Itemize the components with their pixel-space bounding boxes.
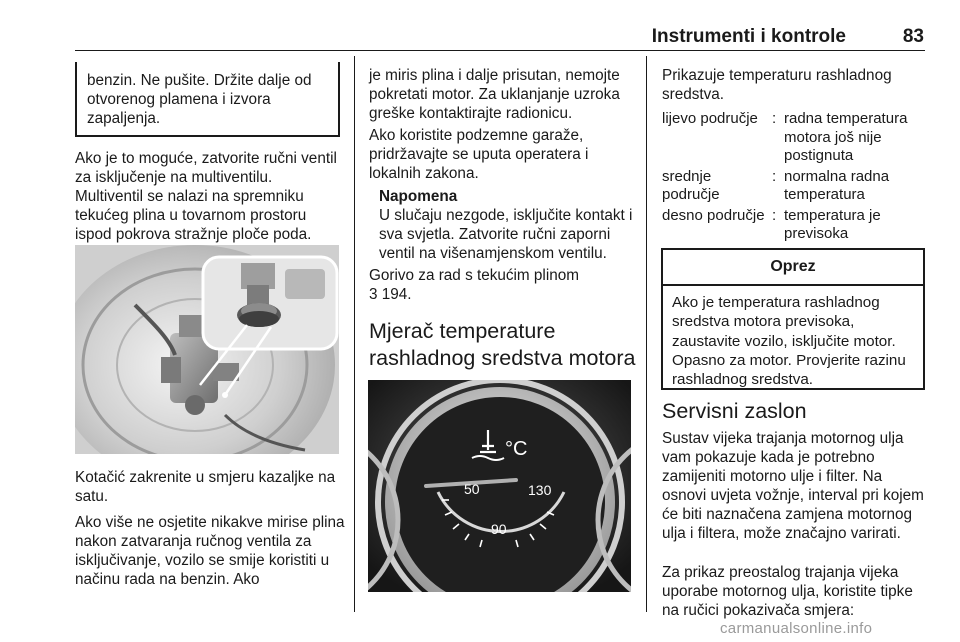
gauge-label-mid: 90 [491, 521, 507, 537]
multivalve-photo [75, 245, 339, 454]
col3-paragraph-1: Sustav vijeka trajanja motornog ulja vam pokazuje kada je potrebno zamijeniti motorno ulje i filter. Na osnovi uvjeta vožnje, interval pri kojem će biti naznačena zamjena motornog ulja i filtera, može značajno varirati. [662, 430, 924, 542]
table-row [662, 168, 927, 205]
caution-box [661, 248, 925, 390]
running-header-title: Instrumenti i kontrole [651, 26, 846, 47]
col1-paragraph-3: Ako više ne osjetite nikakve mirise plina nakon zatvaranja ručnog ventila za isključivanje, vozilo se smije koristiti u načinu rada na benzin. Ako [75, 514, 345, 588]
warning-box-text: benzin. Ne pušite. Držite dalje od otvorenog plamena i izvora zapaljenja. [87, 72, 312, 127]
table-key: lijevo područje [662, 110, 758, 127]
watermark: carmanualsonline.info [720, 620, 873, 637]
col2-paragraph-1: je miris plina i dalje prisutan, nemojte pokretati motor. Za uklanjanje uzroka greške kontaktirajte radionicu. [369, 67, 620, 122]
note-title: Napomena [379, 188, 458, 205]
note-block [379, 187, 637, 263]
col3-paragraph-2: Za prikaz preostalog trajanja vijeka uporabe motornog ulja, koristite tipke na ručici pokazivača smjera: [662, 564, 913, 619]
col1-paragraph-1: Ako je to moguće, zatvorite ručni ventil za isključenje na multiventilu. Multiventil se nalazi na spremniku tekućeg plina u tovarnom prostoru ispod pokrova stražnje ploče poda. [75, 150, 337, 243]
table-key: desno područje [662, 206, 765, 224]
page-number: 83 [902, 26, 924, 47]
table-value: normalna radna temperatura [784, 167, 890, 203]
temperature-gauge-photo [368, 380, 631, 592]
table-value: temperatura je previsoka [784, 206, 881, 242]
page-reference-text: 3 194. [369, 286, 412, 303]
gauge-label-low: 50 [464, 481, 480, 497]
header-rule [75, 50, 925, 51]
temperature-gauge-heading: Mjerač temperature rashladnog sredstva motora [369, 319, 636, 370]
gauge-zone-table [662, 110, 927, 246]
table-value: radna temperatura motora još nije postignuta [784, 110, 908, 164]
warning-box [75, 62, 340, 137]
table-key: srednje područje [662, 167, 720, 203]
table-colon: : [772, 167, 777, 185]
column-divider-2 [646, 56, 647, 612]
temperature-gauge-illustration [368, 380, 631, 592]
table-colon: : [772, 110, 777, 127]
caution-text: Ako je temperatura rashladnog sredstva motora previsoka, zaustavite vozilo, isključite motor. Opasno za motor. Provjerite razinu rashladnog sredstva. [672, 294, 906, 389]
table-row [662, 110, 927, 166]
col1-paragraph-2: Kotačić zakrenite u smjeru kazaljke na satu. [75, 469, 336, 505]
page-reference [369, 285, 629, 304]
table-colon: : [772, 206, 777, 224]
table-row [662, 207, 927, 244]
col2-paragraph-2: Ako koristite podzemne garaže, pridržavajte se uputa operatera i lokalnih zakona. [369, 127, 589, 182]
col2-paragraph-3: Gorivo za rad s tekućim plinom [369, 267, 579, 284]
note-text: U slučaju nezgode, isključite kontakt i sva svjetla. Zatvorite ručni zaporni ventil na višenamjenskom ventilu. [379, 207, 633, 262]
gauge-label-high: 130 [528, 482, 552, 498]
caution-title: Oprez [663, 250, 923, 286]
gauge-unit-label: °C [505, 438, 528, 460]
service-display-heading: Servisni zaslon [662, 399, 807, 423]
col3-intro: Prikazuje temperaturu rashladnog sredstva. [662, 67, 892, 103]
column-divider-1 [354, 56, 355, 612]
multivalve-illustration [75, 245, 339, 454]
